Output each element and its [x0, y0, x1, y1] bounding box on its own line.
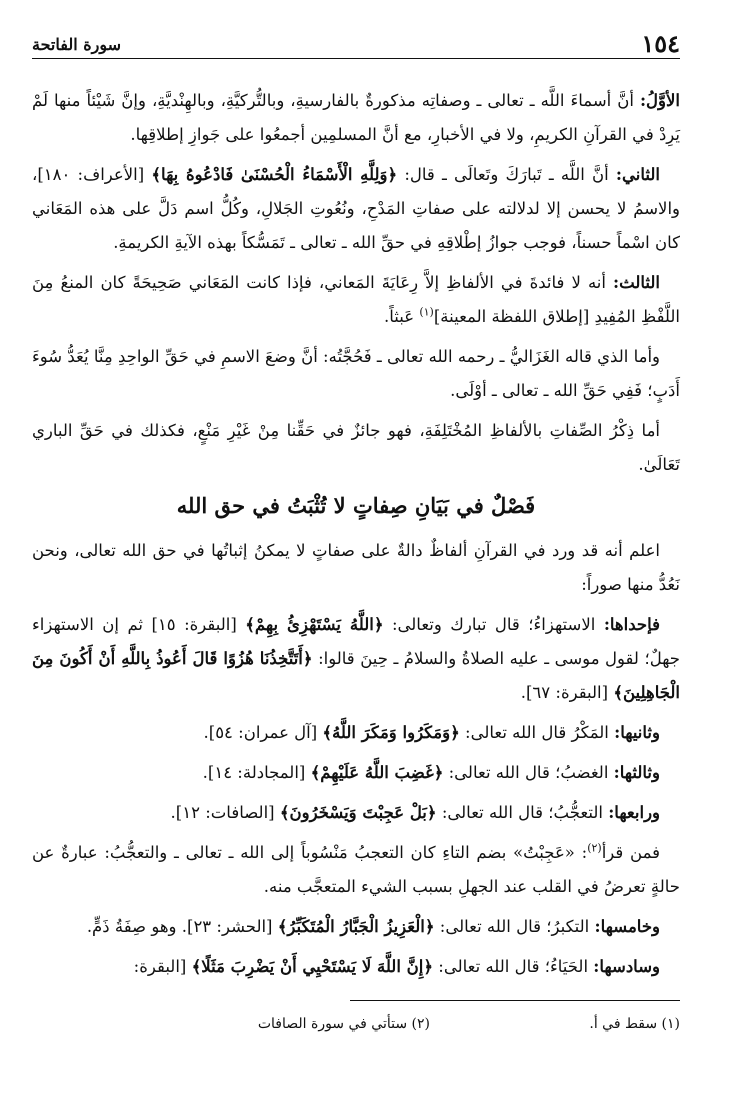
paragraph-lead: الثاني: [615, 165, 660, 184]
paragraph-text: [البقرة: ١٥] ثم إن الاستهزاء جهلٌ؛ لقول موسى ـ عليه الصلاةُ والسلامُ ـ حِينَ قالوا: [32, 615, 680, 668]
paragraph-fifth-item [32, 910, 680, 944]
paragraph-lead: وخامسها: [594, 917, 660, 936]
paragraph-fourth-item [32, 796, 680, 830]
quran-verse: ﴿إِنَّ اللَّهَ لَا يَسْتَحْيِي أَنْ يَضْرِبَ مَثَلًا﴾ [191, 957, 434, 976]
paragraph-lead: الأوَّلُ: [639, 91, 680, 110]
paragraph-text: اعلم أنه قد ورد في القرآنِ ألفاظٌ دالةٌ على صفاتٍ لا يمكنُ إثباتُها في حق الله تعالى، ونحن نَعُدُّ منها صوراً: [32, 541, 680, 594]
paragraph-reading [32, 836, 680, 904]
quran-verse: ﴿وَمَكَرُوا وَمَكَرَ اللَّهُ﴾ [322, 723, 460, 742]
paragraph-lead: الثالث: [613, 273, 660, 292]
paragraph-text: الغضبُ؛ قال الله تعالى: [443, 763, 614, 782]
paragraph-lead: ورابعها: [608, 803, 660, 822]
paragraph-text: الاستهزاءُ؛ قال تبارك وتعالى: [383, 615, 604, 634]
paragraph-text: [الحشر: ٢٣]. وهو صِفَةُ ذَمٍّ. [86, 917, 278, 936]
paragraph-text: الحَيَاءُ؛ قال الله تعالى: [433, 957, 594, 976]
paragraph-text: وأما الذي قاله الغَزَاليُّ ـ رحمه الله تعالى ـ فَحُجَّتُه: أنَّ وضعَ الاسمِ في حَقِّ الواحِدِ مِنَّا يُعَدُّ سُوءَ أَدَبٍ؛ فَفِي حَقِّ الله ـ تعالى ـ أوْلَى. [32, 347, 680, 400]
paragraph-text: [البقرة: [133, 957, 192, 976]
paragraph-attributes [32, 414, 680, 482]
paragraph-text: أنه لا فائدةَ في الألفاظِ إلاَّ رِعَايَةَ المَعاني، فإذا كانت المَعَاني صَحِيحَةً كان المنعُ مِنَ اللَّفْظِ المُفِيدِ [إطلاق اللفظة المعينة] [32, 273, 680, 326]
paragraph-text: فمن قرأ [601, 843, 661, 862]
paragraph-first-item [32, 608, 680, 710]
paragraph-text: [الصافات: ١٢]. [170, 803, 280, 822]
footnote-divider [350, 1000, 680, 1001]
section-heading: فَصْلٌ في بَيَانِ صِفاتٍ لا تُثْبَتُ في حق الله [176, 493, 536, 518]
paragraph-text: [الأعراف: ١٨٠]، والاسمُ لا يحسن إلا لدلالته على صفاتِ المَدْحِ، ونُعُوتِ الجَلالِ، وكُلُّ اسم دَلَّ على هذه المَعَاني كان اسْماً حسناً، فوجب جوازُ إطْلاقِهِ في حقِّ الله ـ تعالى ـ تَمَسُّكاً بهذه الآيةِ الكريمةِ. [32, 165, 680, 252]
paragraph-ghazali [32, 340, 680, 408]
paragraph-lead: وثالثها: [613, 763, 660, 782]
quran-verse: ﴿اللَّهُ يَسْتَهْزِئُ بِهِمْ﴾ [245, 615, 384, 634]
paragraph-lead: وسادسها: [593, 957, 660, 976]
footnotes [32, 1014, 680, 1034]
paragraph-third-item [32, 756, 680, 790]
paragraph-lead: وثانيها: [614, 723, 660, 742]
footnote-2: (٢) ستأتي في سورة الصافات [257, 1016, 430, 1032]
paragraph-lead: فإحداها: [603, 615, 660, 634]
footnote-ref[interactable]: (٢) [587, 841, 602, 855]
paragraph-text: أنَّ أسماءَ اللَّه ـ تعالى ـ وصفاتِه مذكورةٌ بالفارسيةِ، وبالتُّركيَّةِ، وبالهِنْديَّةِ، وإنَّ شَيْئاً منها لَمْ يَرِدْ في القرآنِ الكريمِ، ولا في الأخبارِ، مع أنَّ المسلمِين أجمعُوا على جَوازِ إطلاقِها. [32, 91, 680, 144]
paragraph-third [32, 266, 680, 334]
paragraph-text: [المجادلة: ١٤]. [202, 763, 311, 782]
quran-verse: ﴿غَضِبَ اللَّهُ عَلَيْهِمْ﴾ [310, 763, 444, 782]
paragraph-text: أما ذِكْرُ الصِّفاتِ بالألفاظِ المُخْتَلِفَةِ، فهو جائزٌ في حَقِّنا مِنْ غَيْرِ مَنْعٍ، فكذلك في حَقِّ الباري تَعَالَىٰ. [32, 421, 680, 474]
paragraph-text: التعجُّبُ؛ قال الله تعالى: [436, 803, 609, 822]
quran-verse: ﴿الْعَزِيزُ الْجَبَّارُ الْمُتَكَبِّرُ﴾ [277, 917, 435, 936]
paragraph-sixth-item [32, 950, 680, 984]
quran-verse: ﴿بَلْ عَجِبْتَ وَيَسْخَرُونَ﴾ [279, 803, 437, 822]
quran-verse: ﴿وَلِلَّهِ الْأَسْمَاءُ الْحُسْنَىٰ فَادْعُوهُ بِهَا﴾ [151, 165, 398, 184]
running-title: سورة الفاتحة [32, 34, 121, 54]
paragraph-text: [آل عمران: ٥٤]. [203, 723, 323, 742]
page-number: ١٥٤ [641, 29, 680, 58]
paragraph-text: التكبرُ؛ قال الله تعالى: [434, 917, 595, 936]
paragraph-text: عَبثاً. [384, 307, 420, 326]
page-body [32, 84, 680, 990]
footnote-ref[interactable]: (١) [419, 305, 434, 319]
paragraph-text: أنَّ اللَّه ـ تَبارَكَ وتَعالَى ـ قال: [397, 165, 616, 184]
paragraph-text: [البقرة: ٦٧]. [520, 683, 614, 702]
quran-verse: ﴿أَتَتَّخِذُنَا هُزُوًا قَالَ أَعُوذُ بِاللَّهِ أَنْ أَكُونَ مِنَ الْجَاهِلِينَ﴾ [32, 649, 680, 702]
paragraph-intro [32, 534, 680, 602]
paragraph-text: المَكْرُ قال الله تعالى: [459, 723, 615, 742]
paragraph-text: : «عَجِبْتُ» بضم التاءِ كان التعجبُ مَنْسُوباً إلى الله ـ تعالى ـ والتعجُّبُ: عبارةٌ عن حالةٍ تعرضُ في القلب عند الجهلِ بسبب الشيء المتعجَّب منه. [32, 843, 680, 896]
paragraph-second-item [32, 716, 680, 750]
paragraph-first [32, 84, 680, 152]
paragraph-second [32, 158, 680, 260]
footnote-1: (١) سقط في أ. [589, 1016, 680, 1032]
page-header [32, 30, 680, 59]
